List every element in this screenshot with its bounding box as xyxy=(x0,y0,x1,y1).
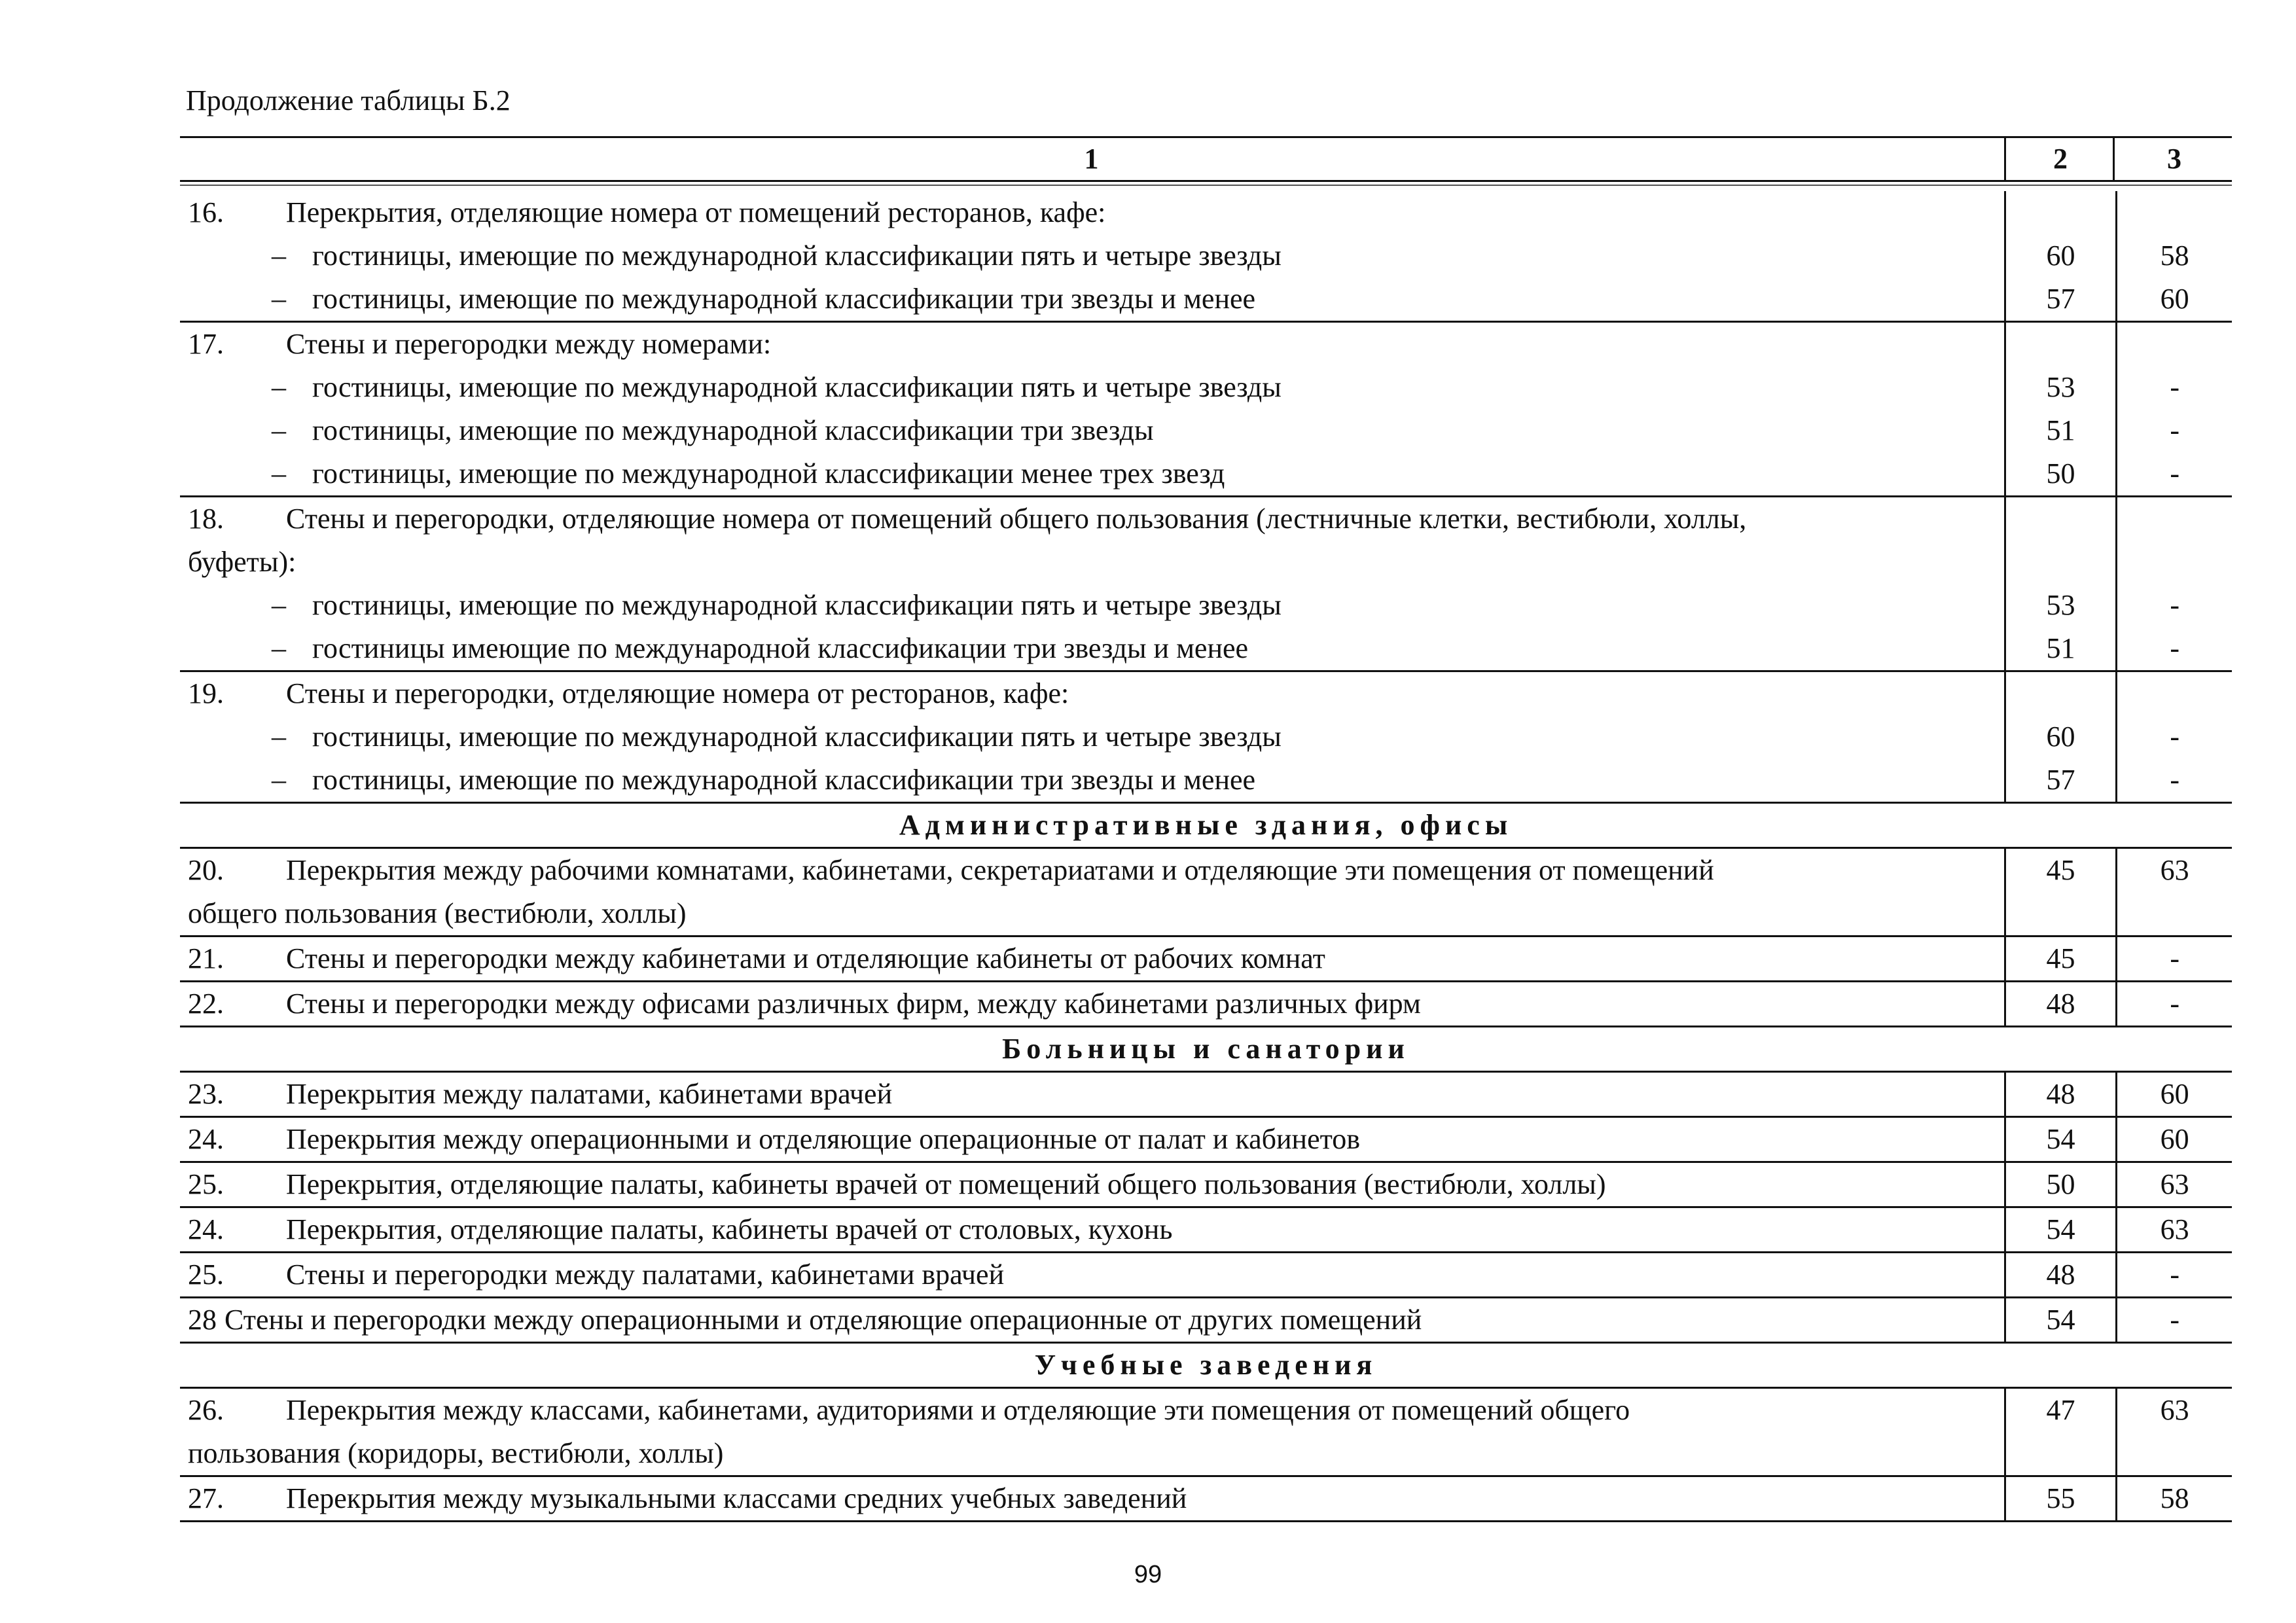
sub-item-text: гостиницы, имеющие по международной классификации три звезды и менее xyxy=(312,764,1256,796)
value-col2: 54 xyxy=(2004,1298,2116,1342)
section-row-line xyxy=(180,1073,2232,1116)
value-col2: 45 xyxy=(2004,849,2116,892)
section-row xyxy=(180,982,2232,1027)
row-text: Стены и перегородки между офисами различных фирм, между кабинетами различных фирм xyxy=(286,988,1421,1020)
row-text-cell xyxy=(180,1208,2004,1251)
dash-marker: – xyxy=(272,764,286,796)
row-text: Перекрытия, отделяющие палаты, кабинеты врачей от столовых, кухонь xyxy=(286,1213,1173,1245)
row-text-cell xyxy=(180,1477,2004,1520)
row-text: Стены и перегородки, отделяющие номера от помещений общего пользования (лестничные клетки, вестибюли, холлы, xyxy=(286,503,1747,535)
row-col2-cell xyxy=(2004,191,2116,234)
row-heading xyxy=(180,323,2232,366)
row-heading-continuation xyxy=(180,541,2232,584)
row-number: 16. xyxy=(188,196,224,228)
sub-item-text-cell xyxy=(180,758,2004,802)
value-col3: - xyxy=(2115,584,2232,627)
sub-item-row xyxy=(180,758,2232,802)
sub-item-text: гостиницы, имеющие по международной классификации пять и четыре звезды xyxy=(312,240,1282,272)
value-col3: - xyxy=(2115,758,2232,802)
section-row xyxy=(180,1118,2232,1163)
value-col2: 48 xyxy=(2004,1253,2116,1296)
section-row-line xyxy=(180,1298,2232,1342)
row-number: 19. xyxy=(188,677,224,709)
row-text-cell xyxy=(180,191,2004,234)
section-row xyxy=(180,1253,2232,1298)
sub-item-text: гостиницы имеющие по международной классификации три звезды и менее xyxy=(312,632,1249,664)
row-text-cell xyxy=(180,1298,2004,1342)
sub-item-text-cell xyxy=(180,627,2004,670)
section-row xyxy=(180,1477,2232,1522)
row-number: 24. xyxy=(188,1123,224,1155)
sub-item-row xyxy=(180,452,2232,495)
value-col2: 47 xyxy=(2004,1389,2116,1432)
norms-table xyxy=(180,136,2232,1522)
section-row-continuation xyxy=(180,892,2232,935)
dash-marker: – xyxy=(272,240,286,272)
row-group xyxy=(180,191,2232,323)
row-text: Перекрытия между классами, кабинетами, аудиториями и отделяющие эти помещения от помещений общего xyxy=(286,1394,1630,1426)
row-text-continuation: буфеты): xyxy=(188,546,296,578)
row-number: 18. xyxy=(188,503,224,535)
row-text-continuation: пользования (коридоры, вестибюли, холлы) xyxy=(188,1437,724,1469)
sub-item-row xyxy=(180,277,2232,321)
row-text-cell xyxy=(180,1432,2004,1475)
sub-item-text-cell xyxy=(180,277,2004,321)
row-col3-cell xyxy=(2115,1432,2232,1475)
sub-item-text-cell xyxy=(180,584,2004,627)
row-text-cell xyxy=(180,1253,2004,1296)
row-text-cell xyxy=(180,541,2004,584)
value-col2: 48 xyxy=(2004,1073,2116,1116)
value-col3: 60 xyxy=(2115,1073,2232,1116)
section-title: Учебные заведения xyxy=(180,1344,2232,1389)
section-row-continuation xyxy=(180,1432,2232,1475)
section-row-line xyxy=(180,1253,2232,1296)
row-col2-cell xyxy=(2004,672,2116,715)
sub-item-text-cell xyxy=(180,715,2004,758)
value-col3: 60 xyxy=(2115,1118,2232,1161)
header-col-3: 3 xyxy=(2113,138,2234,180)
sub-item-text: гостиницы, имеющие по международной классификации три звезды xyxy=(312,414,1154,446)
value-col2: 53 xyxy=(2004,584,2116,627)
row-col2-cell xyxy=(2004,892,2116,935)
row-text-cell xyxy=(180,1389,2004,1432)
value-col3: - xyxy=(2115,715,2232,758)
sub-item-text: гостиницы, имеющие по международной классификации менее трех звезд xyxy=(312,457,1225,490)
row-col3-cell xyxy=(2115,892,2232,935)
row-text-cell xyxy=(180,937,2004,980)
value-col2: 54 xyxy=(2004,1208,2116,1251)
section-row xyxy=(180,1163,2232,1208)
section-row xyxy=(180,1073,2232,1118)
row-col3-cell xyxy=(2115,497,2232,541)
row-number: 20. xyxy=(188,854,224,886)
section-row-line xyxy=(180,937,2232,980)
row-col2-cell xyxy=(2004,497,2116,541)
value-col3: - xyxy=(2115,452,2232,495)
value-col2: 50 xyxy=(2004,452,2116,495)
row-number: 22. xyxy=(188,988,224,1020)
section-row xyxy=(180,849,2232,937)
sub-item-text-cell xyxy=(180,366,2004,409)
value-col2: 54 xyxy=(2004,1118,2116,1161)
value-col2: 57 xyxy=(2004,758,2116,802)
row-text: Перекрытия, отделяющие палаты, кабинеты врачей от помещений общего пользования (вестибюли, холлы) xyxy=(286,1168,1606,1200)
sub-item-row xyxy=(180,366,2232,409)
row-text-cell xyxy=(180,1073,2004,1116)
row-text: Стены и перегородки между номерами: xyxy=(286,328,772,360)
value-col2: 45 xyxy=(2004,937,2116,980)
value-col3: 63 xyxy=(2115,1208,2232,1251)
value-col2: 48 xyxy=(2004,982,2116,1026)
row-text-cell xyxy=(180,1118,2004,1161)
header-col-2: 2 xyxy=(2004,138,2115,180)
row-col2-cell xyxy=(2004,541,2116,584)
row-number: 26. xyxy=(188,1394,224,1426)
table-header xyxy=(180,136,2232,182)
row-text: Стены и перегородки между операционными и отделяющие операционные от других помещений xyxy=(224,1304,1422,1336)
page-number: 99 xyxy=(1134,1561,1162,1588)
row-number: 21. xyxy=(188,942,224,974)
value-col3: - xyxy=(2115,982,2232,1026)
value-col3: - xyxy=(2115,937,2232,980)
row-text: Стены и перегородки между кабинетами и отделяющие кабинеты от рабочих комнат xyxy=(286,942,1325,974)
sub-item-row xyxy=(180,234,2232,277)
row-text-cell xyxy=(180,1163,2004,1206)
sub-item-text: гостиницы, имеющие по международной классификации пять и четыре звезды xyxy=(312,371,1282,403)
table-caption: Продолжение таблицы Б.2 xyxy=(186,84,511,116)
dash-marker: – xyxy=(272,721,286,753)
sub-item-text: гостиницы, имеющие по международной классификации пять и четыре звезды xyxy=(312,721,1282,753)
value-col2: 51 xyxy=(2004,409,2116,452)
row-text-cell xyxy=(180,672,2004,715)
header-col-1: 1 xyxy=(1084,143,1099,175)
section-row-line xyxy=(180,849,2232,892)
row-number: 28 xyxy=(188,1304,217,1336)
row-number: 17. xyxy=(188,328,224,360)
value-col3: - xyxy=(2115,1253,2232,1296)
row-col2-cell xyxy=(2004,1432,2116,1475)
sub-item-text-cell xyxy=(180,452,2004,495)
section-row-line xyxy=(180,1118,2232,1161)
dash-marker: – xyxy=(272,457,286,490)
row-text: Перекрытия между операционными и отделяющие операционные от палат и кабинетов xyxy=(286,1123,1361,1155)
sub-item-row xyxy=(180,627,2232,670)
value-col3: 63 xyxy=(2115,1163,2232,1206)
section-row-line xyxy=(180,1389,2232,1432)
row-text-cell xyxy=(180,323,2004,366)
row-col3-cell xyxy=(2115,672,2232,715)
section-row xyxy=(180,1208,2232,1253)
sub-item-text-cell xyxy=(180,234,2004,277)
row-text: Перекрытия, отделяющие номера от помещений ресторанов, кафе: xyxy=(286,196,1106,228)
section-row-line xyxy=(180,982,2232,1026)
dash-marker: – xyxy=(272,414,286,446)
table-body xyxy=(180,191,2232,1522)
row-group xyxy=(180,497,2232,672)
value-col3: - xyxy=(2115,627,2232,670)
row-col3-cell xyxy=(2115,323,2232,366)
section-title: Больницы и санатории xyxy=(180,1027,2232,1073)
row-text: Стены и перегородки между палатами, кабинетами врачей xyxy=(286,1258,1005,1291)
row-text: Стены и перегородки, отделяющие номера от ресторанов, кафе: xyxy=(286,677,1069,709)
section-row-line xyxy=(180,1208,2232,1251)
row-number: 27. xyxy=(188,1482,224,1514)
row-number: 25. xyxy=(188,1258,224,1291)
row-heading xyxy=(180,672,2232,715)
section-row-line xyxy=(180,1477,2232,1520)
row-heading xyxy=(180,497,2232,541)
value-col3: 60 xyxy=(2115,277,2232,321)
sub-item-text: гостиницы, имеющие по международной классификации пять и четыре звезды xyxy=(312,589,1282,621)
row-number: 24. xyxy=(188,1213,224,1245)
row-number: 25. xyxy=(188,1168,224,1200)
row-heading xyxy=(180,191,2232,234)
row-group xyxy=(180,323,2232,497)
value-col3: - xyxy=(2115,1298,2232,1342)
row-text-cell xyxy=(180,892,2004,935)
row-text-cell xyxy=(180,982,2004,1026)
section-title: Административные здания, офисы xyxy=(180,804,2232,849)
dash-marker: – xyxy=(272,632,286,664)
row-col3-cell xyxy=(2115,191,2232,234)
value-col3: 63 xyxy=(2115,1389,2232,1432)
value-col3: 58 xyxy=(2115,1477,2232,1520)
row-number: 23. xyxy=(188,1078,224,1110)
row-text: Перекрытия между палатами, кабинетами врачей xyxy=(286,1078,893,1110)
section-row xyxy=(180,1298,2232,1344)
value-col2: 60 xyxy=(2004,234,2116,277)
value-col2: 60 xyxy=(2004,715,2116,758)
value-col2: 50 xyxy=(2004,1163,2116,1206)
row-col3-cell xyxy=(2115,541,2232,584)
row-text-cell xyxy=(180,849,2004,892)
row-text: Перекрытия между рабочими комнатами, кабинетами, секретариатами и отделяющие эти помещения от помещений xyxy=(286,854,1714,886)
section-row-line xyxy=(180,1163,2232,1206)
value-col3: - xyxy=(2115,366,2232,409)
row-col2-cell xyxy=(2004,323,2116,366)
value-col3: 58 xyxy=(2115,234,2232,277)
value-col2: 55 xyxy=(2004,1477,2116,1520)
dash-marker: – xyxy=(272,589,286,621)
dash-marker: – xyxy=(272,283,286,315)
value-col2: 53 xyxy=(2004,366,2116,409)
value-col3: 63 xyxy=(2115,849,2232,892)
section-row xyxy=(180,937,2232,982)
section-row xyxy=(180,1389,2232,1477)
sub-item-text: гостиницы, имеющие по международной классификации три звезды и менее xyxy=(312,283,1256,315)
row-text-cell xyxy=(180,497,2004,541)
sub-item-row xyxy=(180,409,2232,452)
value-col3: - xyxy=(2115,409,2232,452)
row-text-continuation: общего пользования (вестибюли, холлы) xyxy=(188,897,687,929)
row-group xyxy=(180,672,2232,804)
value-col2: 51 xyxy=(2004,627,2116,670)
row-text: Перекрытия между музыкальными классами средних учебных заведений xyxy=(286,1482,1187,1514)
sub-item-row xyxy=(180,715,2232,758)
value-col2: 57 xyxy=(2004,277,2116,321)
sub-item-text-cell xyxy=(180,409,2004,452)
sub-item-row xyxy=(180,584,2232,627)
dash-marker: – xyxy=(272,371,286,403)
